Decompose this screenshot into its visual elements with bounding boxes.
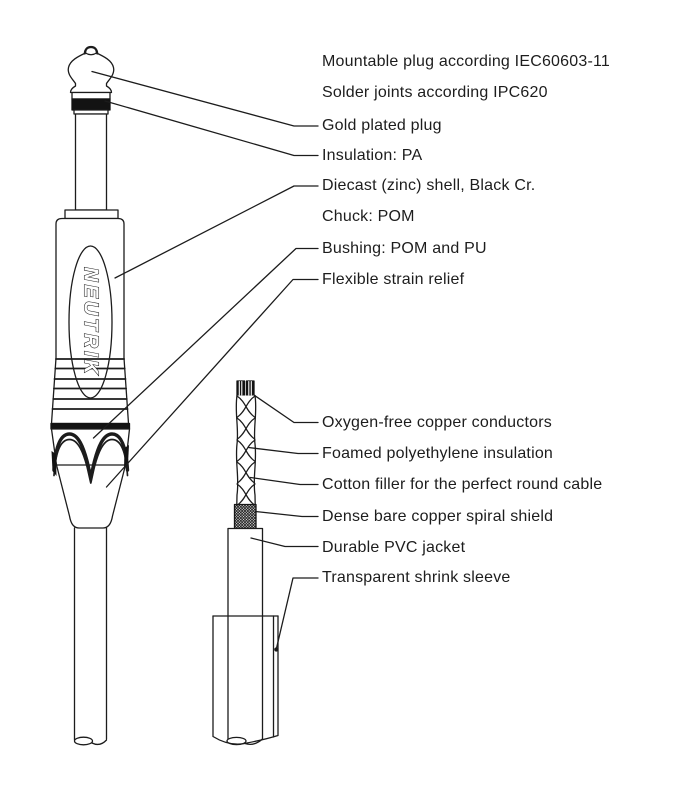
spiral-shield — [235, 505, 257, 529]
label-mountable-plug: Mountable plug according IEC60603-11 — [322, 53, 610, 70]
label-spiral-shield: Dense bare copper spiral shield — [322, 507, 554, 525]
side-notch-left — [52, 451, 57, 476]
leader-foamed — [249, 448, 319, 454]
label-diecast-shell: Diecast (zinc) shell, Black Cr. — [322, 177, 536, 194]
leader-gold-plug — [92, 72, 318, 127]
leader-diecast-shell — [115, 186, 318, 278]
leader-conductors — [253, 394, 319, 423]
leader-sleeve — [276, 578, 318, 649]
pvc-jacket — [227, 529, 263, 745]
leader-shield — [256, 512, 319, 517]
bushing-black-band — [51, 424, 130, 430]
label-pvc-jacket: Durable PVC jacket — [322, 538, 466, 556]
label-copper-conductors: Oxygen-free copper conductors — [322, 413, 552, 431]
brand-text: NEUTRIK — [79, 267, 102, 377]
label-bushing: Bushing: POM and PU — [322, 239, 487, 257]
leader-cotton — [251, 478, 319, 485]
label-gold-plated-plug: Gold plated plug — [322, 117, 442, 134]
insulation-ring — [72, 99, 110, 110]
label-cotton-filler: Cotton filler for the perfect round cable — [322, 475, 603, 493]
plug-tip — [68, 47, 113, 93]
washer-ring — [65, 210, 118, 219]
twisted-pair — [236, 396, 256, 506]
label-chuck: Chuck: POM — [322, 208, 415, 225]
leader-sleeve-dot — [274, 647, 278, 651]
label-strain-relief: Flexible strain relief — [322, 270, 465, 288]
label-insulation: Insulation: PA — [322, 146, 423, 164]
plug-shaft — [76, 114, 107, 210]
collar-ring — [72, 93, 110, 100]
label-foamed-insulation: Foamed polyethylene insulation — [322, 444, 554, 462]
conductor-stubs — [237, 381, 254, 396]
leader-insulation — [105, 101, 318, 156]
cable-end — [75, 737, 93, 745]
cable — [75, 528, 107, 745]
label-solder-joints: Solder joints according IPC620 — [322, 84, 548, 101]
label-shrink-sleeve: Transparent shrink sleeve — [322, 569, 511, 586]
leader-strain-relief — [107, 280, 319, 488]
